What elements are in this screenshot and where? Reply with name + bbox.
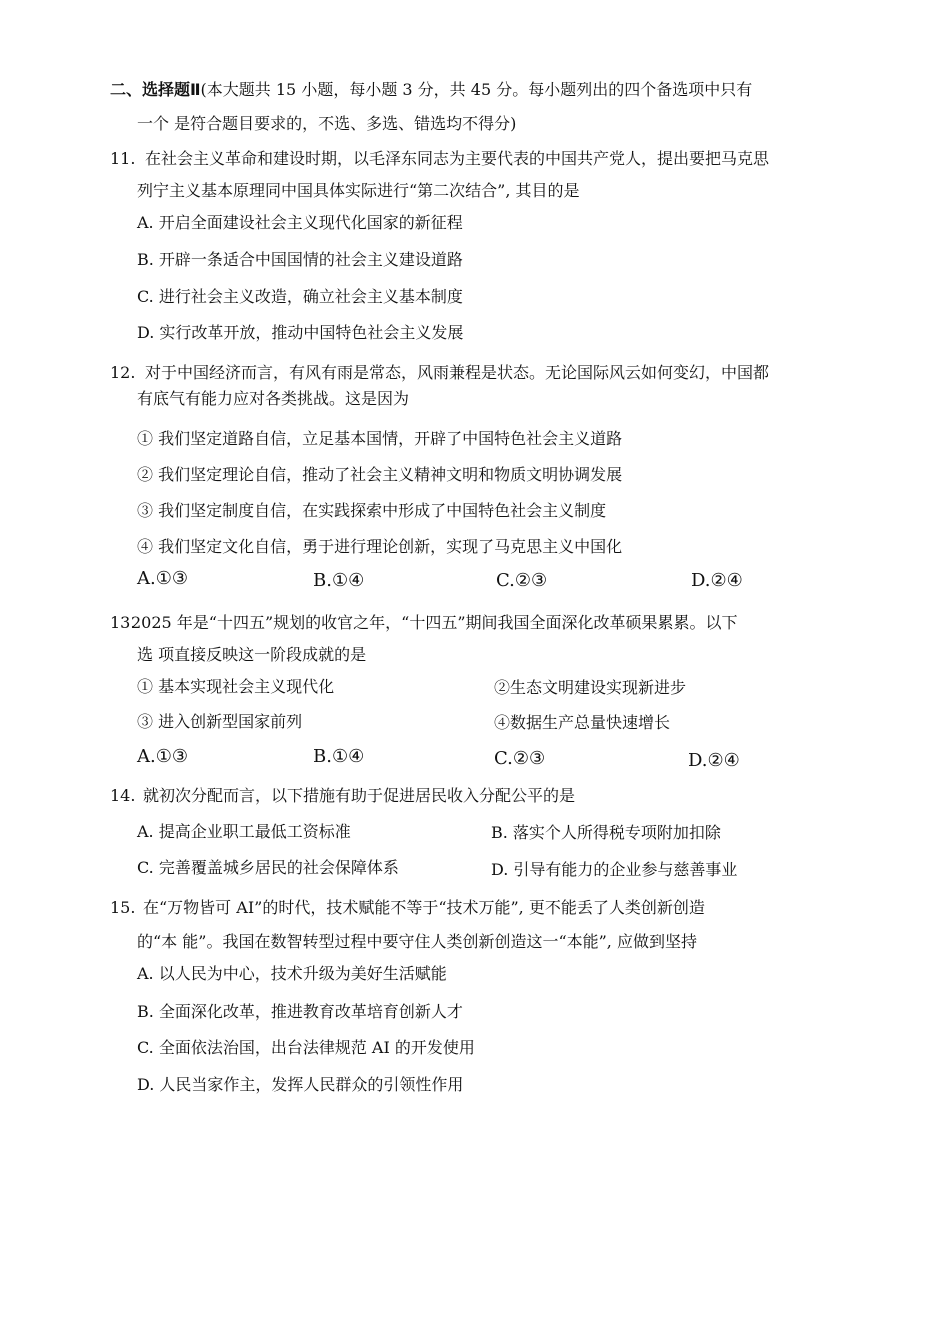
section-title: 二、选择题Ⅱ xyxy=(110,80,201,99)
option-a[interactable]: A.①③ xyxy=(137,746,188,767)
question-number: 14. xyxy=(110,786,136,805)
statement-3: ③ 我们坚定制度自信，在实践探索中形成了中国特色社会主义制度 xyxy=(137,501,607,520)
option-c[interactable]: C.②③ xyxy=(496,570,548,591)
option-c[interactable]: C. 进行社会主义改造，确立社会主义基本制度 xyxy=(137,287,463,306)
option-b[interactable]: B. 落实个人所得税专项附加扣除 xyxy=(491,823,721,842)
question-stem: 就初次分配而言，以下措施有助于促进居民收入分配公平的是 xyxy=(143,786,576,805)
option-d[interactable]: D.②④ xyxy=(691,570,743,591)
statement-4: ④ 我们坚定文化自信，勇于进行理论创新，实现了马克思主义中国化 xyxy=(137,537,623,556)
statement-2: ②生态文明建设实现新进步 xyxy=(494,678,687,697)
question-stem: 对于中国经济而言，有风有雨是常态，风雨兼程是状态。无论国际风云如何变幻，中国都 xyxy=(145,363,770,382)
question-stem: 有底气有能力应对各类挑战。这是因为 xyxy=(137,389,410,408)
question-number: 12. xyxy=(110,363,136,382)
question-number: 15. xyxy=(110,898,136,917)
option-b[interactable]: B.①④ xyxy=(313,570,365,591)
option-b[interactable]: B.①④ xyxy=(313,746,365,767)
option-d[interactable]: D. 人民当家作主，发挥人民群众的引领性作用 xyxy=(137,1075,464,1094)
section-instructions-2: 一个 是符合题目要求的，不选、多选、错选均不得分) xyxy=(137,114,517,133)
question-stem: 在社会主义革命和建设时期，以毛泽东同志为主要代表的中国共产党人，提出要把马克思 xyxy=(145,149,770,168)
section-header xyxy=(110,79,752,101)
option-a[interactable]: A.①③ xyxy=(137,568,188,589)
question-number: 13. xyxy=(110,613,136,632)
question-number: 11. xyxy=(110,149,136,168)
option-d[interactable]: D. 实行改革开放，推动中国特色社会主义发展 xyxy=(137,323,464,342)
option-c[interactable]: C. 全面依法治国，出台法律规范 AI 的开发使用 xyxy=(137,1038,475,1057)
option-a[interactable]: A. 开启全面建设社会主义现代化国家的新征程 xyxy=(137,213,463,232)
statement-3: ③ 进入创新型国家前列 xyxy=(137,712,303,731)
section-instructions-1: (本大题共 15 小题，每小题 3 分，共 45 分。每小题列出的四个备选项中只有 xyxy=(200,80,753,99)
question-stem: 在“万物皆可 AI”的时代，技术赋能不等于“技术万能”, 更不能丢了人类创新创造 xyxy=(143,898,705,917)
statement-4: ④数据生产总量快速增长 xyxy=(494,713,671,732)
option-c[interactable]: C.②③ xyxy=(494,748,546,769)
statement-1: ① 我们坚定道路自信，立足基本国情，开辟了中国特色社会主义道路 xyxy=(137,429,623,448)
statement-2: ② 我们坚定理论自信，推动了社会主义精神文明和物质文明协调发展 xyxy=(137,465,623,484)
option-a[interactable]: A. 提高企业职工最低工资标准 xyxy=(137,822,351,841)
option-c[interactable]: C. 完善覆盖城乡居民的社会保障体系 xyxy=(137,858,399,877)
option-b[interactable]: B. 开辟一条适合中国国情的社会主义建设道路 xyxy=(137,250,463,269)
question-stem: 的“本 能”。我国在数智转型过程中要守住人类创新创造这一“本能”, 应做到坚持 xyxy=(137,932,697,951)
question-stem: 列宁主义基本原理同中国具体实际进行“第二次结合”, 其目的是 xyxy=(137,181,580,200)
option-a[interactable]: A. 以人民为中心，技术升级为美好生活赋能 xyxy=(137,964,447,983)
option-b[interactable]: B. 全面深化改革，推进教育改革培育创新人才 xyxy=(137,1002,463,1021)
option-d[interactable]: D.②④ xyxy=(688,750,740,771)
question-stem: 选 项直接反映这一阶段成就的是 xyxy=(137,645,367,664)
statement-1: ① 基本实现社会主义现代化 xyxy=(137,677,335,696)
option-d[interactable]: D. 引导有能力的企业参与慈善事业 xyxy=(491,860,738,879)
question-stem: 2025 年是“十四五”规划的收官之年，“十四五”期间我国全面深化改革硕果累累。以下 xyxy=(131,613,738,632)
